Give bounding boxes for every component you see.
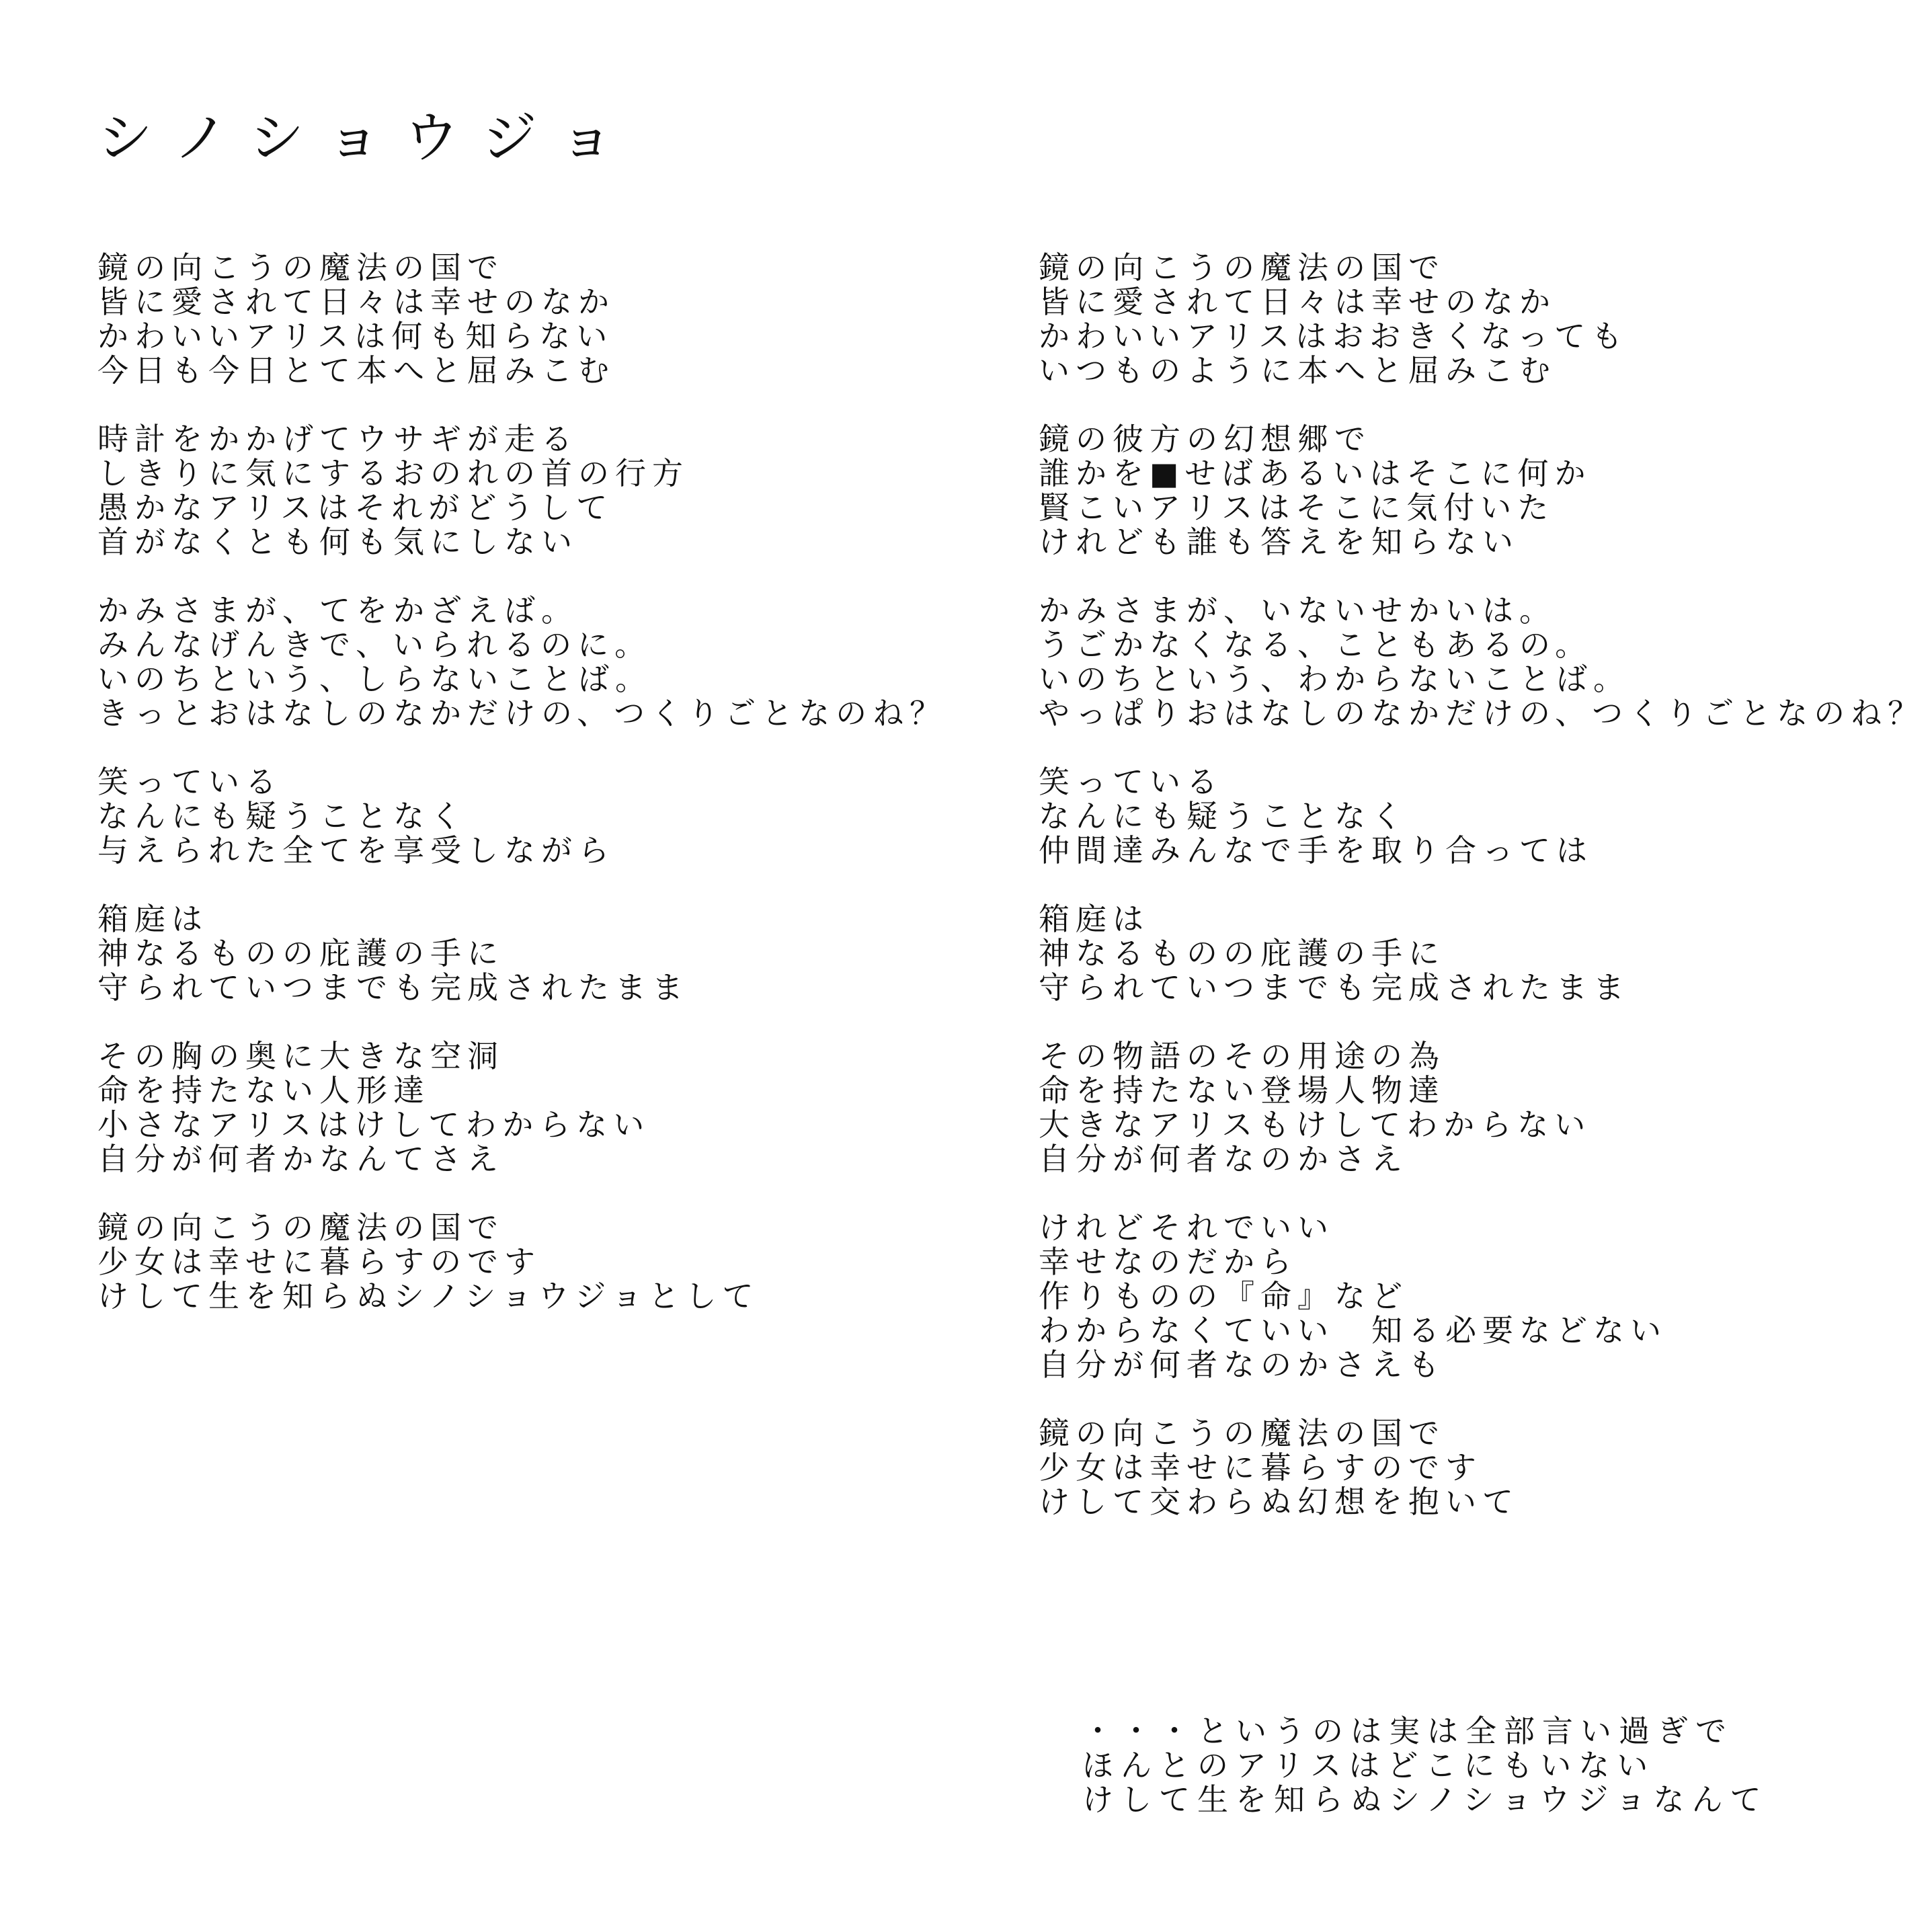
stanza: [1039, 765, 1932, 868]
stanza: [97, 1211, 998, 1314]
lyric-line: 幸せなのだから: [1039, 1244, 1297, 1280]
lyric-line: 鏡の向こうの魔法の国で: [1039, 249, 1445, 286]
lyric-line: 自分が何者なのかさえも: [1039, 1346, 1445, 1383]
stanza: [1039, 594, 1932, 731]
lyric-line: やっぱりおはなしのなかだけの、つくりごとなのね？: [1039, 695, 1925, 731]
lyric-line: 皆に愛されて日々は幸せのなか: [1039, 284, 1556, 320]
lyric-line: 箱庭は: [97, 901, 208, 937]
lyric-line: 守られていつまでも完成されたまま: [97, 969, 689, 1006]
lyric-line: 命を持たない人形達: [97, 1072, 430, 1109]
lyric-line: ほんとのアリスはどこにもいない: [1082, 1747, 1656, 1783]
lyric-line: けして生を知らぬシノショウジョとして: [97, 1278, 760, 1314]
lyric-line: 鏡の向こうの魔法の国で: [97, 1209, 504, 1246]
lyric-line: 笑っている: [1039, 764, 1223, 800]
stanza: [1039, 1039, 1932, 1176]
lyric-line: けれども誰も答えを知らない: [1039, 524, 1519, 560]
lyric-line: 時計をかかげてウサギが走る: [97, 421, 578, 457]
lyric-line: かみさまが、いないせかいは。: [1039, 592, 1556, 629]
lyric-line: 大きなアリスもけしてわからない: [1039, 1106, 1592, 1143]
lyric-line: わからなくていい 知る必要などない: [1039, 1312, 1667, 1349]
lyric-line: うごかなくなる、こともあるの。: [1039, 627, 1593, 663]
lyric-line: 仲間達みんなで手を取り合っては: [1039, 832, 1593, 869]
lyric-line: しきりに気にするおのれの首の行方: [97, 455, 689, 491]
stanza: [1039, 251, 1932, 388]
lyric-line: かわいいアリスはおおきくなっても: [1039, 318, 1629, 354]
lyric-line: 神なるものの庇護の手に: [1039, 935, 1445, 971]
lyric-line: 作りものの『命』など: [1039, 1278, 1408, 1314]
lyric-line: 自分が何者かなんてさえ: [97, 1141, 504, 1177]
stanza: [97, 251, 998, 388]
lyric-line: 鏡の向こうの魔法の国で: [1039, 1415, 1445, 1451]
lyric-line: いのちという、しらないことば。: [97, 661, 652, 697]
lyric-line: 今日も今日とて本へと屈みこむ: [97, 352, 615, 389]
lyric-line: 与えられた全てを享受しながら: [97, 832, 615, 869]
lyric-line: 愚かなアリスはそれがどうして: [97, 489, 614, 526]
lyric-line: 命を持たない登場人物達: [1039, 1072, 1445, 1109]
lyric-line: 皆に愛されて日々は幸せのなか: [97, 284, 615, 320]
outro-stanza: [1082, 1714, 1768, 1817]
lyric-line: かみさまが、てをかざえば。: [97, 592, 578, 629]
lyric-line: その胸の奥に大きな空洞: [97, 1038, 504, 1074]
lyric-line: 笑っている: [97, 764, 282, 800]
lyric-line: 鏡の向こうの魔法の国で: [97, 249, 504, 286]
lyric-line: いのちという、わからないことば。: [1039, 661, 1630, 697]
lyric-line: 賢こいアリスはそこに気付いた: [1039, 489, 1555, 526]
stanza: [97, 422, 998, 559]
lyric-line: いつものように本へと屈みこむ: [1039, 352, 1556, 389]
stanza: [97, 902, 998, 1005]
lyric-line: なんにも疑うことなく: [1039, 798, 1408, 834]
lyric-line: なんにも疑うことなく: [97, 798, 467, 834]
lyric-line: 自分が何者なのかさえ: [1039, 1141, 1408, 1177]
stanza: [97, 765, 998, 868]
lyric-line: けして交わらぬ幻想を抱いて: [1039, 1484, 1519, 1520]
lyric-line: 少女は幸せに暮らすのです: [1039, 1449, 1482, 1486]
stanza: [97, 594, 998, 731]
lyrics-right-column: [1039, 251, 1932, 1554]
lyric-line: その物語のその用途の為: [1039, 1038, 1445, 1074]
lyric-line: きっとおはなしのなかだけの、つくりごとなのね？: [97, 695, 947, 731]
lyrics-left-column: [97, 251, 998, 1348]
lyric-line: 箱庭は: [1039, 901, 1150, 937]
lyric-line: みんなげんきで、いられるのに。: [97, 627, 652, 663]
stanza: [97, 1039, 998, 1176]
lyric-line: 守られていつまでも完成されたまま: [1039, 969, 1630, 1006]
stanza: [1039, 902, 1932, 1005]
lyric-line: 誰かを■せばあるいはそこに何か: [1039, 455, 1592, 491]
page-title: シノショウジョ: [97, 106, 637, 170]
lyric-line: けして生を知らぬシノショウジョなんて: [1082, 1781, 1769, 1818]
lyric-line: 小さなアリスはけしてわからない: [97, 1106, 651, 1143]
lyric-line: 神なるものの庇護の手に: [97, 935, 504, 971]
lyric-line: けれどそれでいい: [1039, 1209, 1334, 1246]
stanza: [1039, 422, 1932, 559]
lyric-line: かわいいアリスは何も知らない: [97, 318, 614, 354]
stanza: [1039, 1416, 1932, 1519]
lyric-line: 鏡の彼方の幻想郷で: [1039, 421, 1371, 457]
lyric-line: 首がなくとも何も気にしない: [97, 524, 578, 560]
lyric-line: ・・・というのは実は全部言い過ぎで: [1082, 1713, 1734, 1749]
lyric-line: 少女は幸せに暮らすのです: [97, 1244, 541, 1280]
stanza: [1039, 1211, 1932, 1382]
